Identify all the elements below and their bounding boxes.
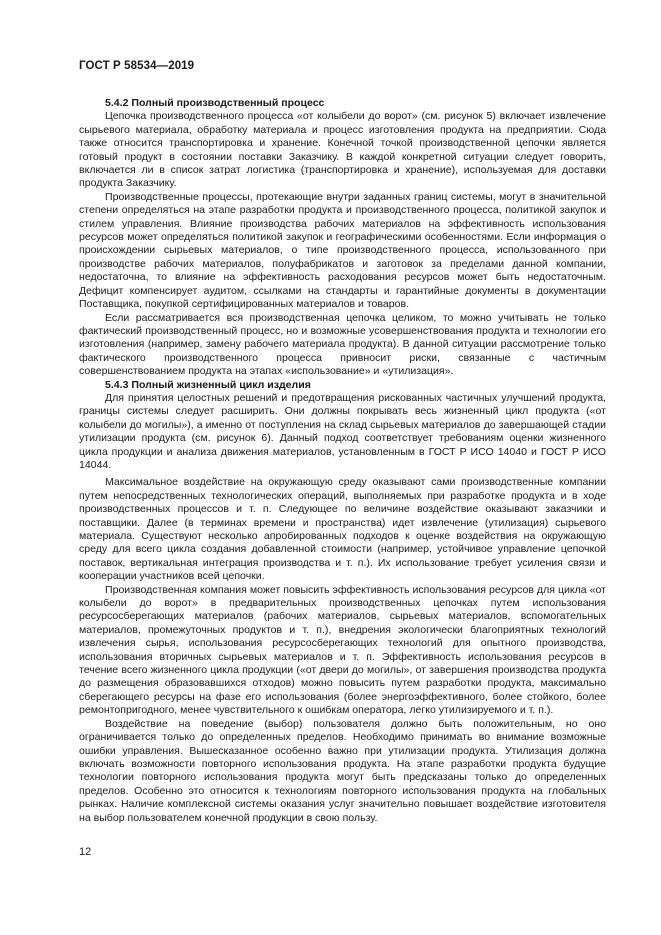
section-heading-5-4-3: 5.4.3 Полный жизненный цикл изделия (105, 378, 311, 391)
paragraph: Для принятия целостных решений и предотвращения рискованных частичных улучшений продукта, границы системы следует расширить. Они должны покрывать весь жизненный цикл продукта («от колыбели до могилы»), а именно от поступления на склад сырьевых материалов до завершающей стадии утилизации продукта (см. рисунок 6). Данный подход соответствует требованиям оценки жизненного цикла продукции и анализа движения материалов, установленным в ГОСТ Р ИСО 14040 и ГОСТ Р ИСО 14044. (79, 391, 606, 471)
document-body (79, 97, 606, 825)
page-number: 12 (79, 846, 92, 858)
paragraph: Воздействие на поведение (выбор) пользователя должно быть положительным, но оно ограничивается только до определенных пределов. Необходимо принимать во внимание возможные ошибки управления. Вышесказанное особенно важно при утилизации продукта. Утилизация должна включать возможности повторного использования продукта. На этапе разработки продукта будущие технологии повторного использования продукта могут быть предсказаны только до определенных пределов. Особенно это относится к технологиям повторного использования продукта на глобальных рынках. Наличие комплексной системы оказания услуг значительно повышает воздействие изготовителя на выбор пользователем конечной продукции в свою пользу. (79, 717, 606, 824)
paragraph: Максимальное воздействие на окружающую среду оказывают сами производственные компании путем непосредственных технологических операций, выполняемых при разработке продукта и в ходе производственных процессов и т. п. Следующее по величине воздействие оказывают заказчики и поставщики. Далее (в терминах времени и пространства) идет извлечение (утилизация) сырьевого материала. Существуют несколько апробированных подходов к оценке воздействия на окружающую среду для всего цикла создания добавленной стоимости (например, устойчивое управление цепочкой поставок, вертикальная интеграция производства и т. п.). Их использование требует усиления связи и кооперации участников всей цепочки. (79, 476, 606, 583)
paragraph: Производственные процессы, протекающие внутри заданных границ системы, могут в значительной степени определяться на этапе разработки продукта и производственного процесса, политикой закупок и стилем управления. Влияние производства рабочих материалов на эффективность использования ресурсов может определяться политикой закупок и географическими особенностями. Если информация о происхождении сырьевых материалов, о типе производственного процесса, использованного при производстве рабочих материалов, полуфабрикатов и заготовок за пределами данной компании, недостаточна, то влияние на эффективность расходования ресурсов может быть недостаточным. Дефицит компенсирует аудитом, ссылками на стандарты и гарантийные документы в документации Поставщика, покупкой сертифицированных материалов и товаров. (79, 190, 606, 311)
section-heading-5-4-2: 5.4.2 Полный производственный процесс (105, 97, 325, 109)
paragraph: Если рассматривается вся производственная цепочка целиком, то можно учитывать не только фактический производственный процесс, но и возможные усовершенствования продукта и технологии его изготовления (например, замену рабочего материала продукта). В данной ситуации рассмотрение только фактического производственного процесса привносит риски, связанные с частичным совершенствованием продукта на этапах «использование» и «утилизация». (79, 311, 606, 378)
page-header-standard-code: ГОСТ Р 58534—2019 (79, 60, 195, 72)
paragraph: Цепочка производственного процесса «от колыбели до ворот» (см. рисунок 5) включает извлечение сырьевого материала, обработку материала и процесс изготовления продукта на предприятии. Сюда также относится транспортировка и хранение. Конечной точкой производственной цепочки является готовый продукт в состоянии поставки Заказчику. В каждой конкретной ситуации следует говорить, включается ли в список затрат логистика (транспортировка и хранение), используемая для доставки продукта Заказчику. (79, 110, 606, 190)
paragraph: Производственная компания может повысить эффективность использования ресурсов для цикла «от колыбели до ворот» в предварительных производственных цепочках путем использования ресурсосберегающих материалов (рабочих материалов, сырьевых материалов, вспомогательных материалов, промежуточных продуктов и т. п.), внедрения экологически благоприятных технологий извлечения сырья, использования ресурсосберегающих технологий для опытного производства, использования вторичных сырьевых материалов и т. п. Эффективность использования ресурсов в течение всего жизненного цикла продукции («от двери до могилы», от завершения производства продукта до размещения образовавшихся отходов) можно повысить путем разработки продукта, максимально сберегающего ресурсы на фазе его использования (более энергоэффективного, более стойкого, более ремонтопригодного, менее чувствительного к ошибкам оператора, легко утилизируемого и т. п.). (79, 583, 606, 717)
